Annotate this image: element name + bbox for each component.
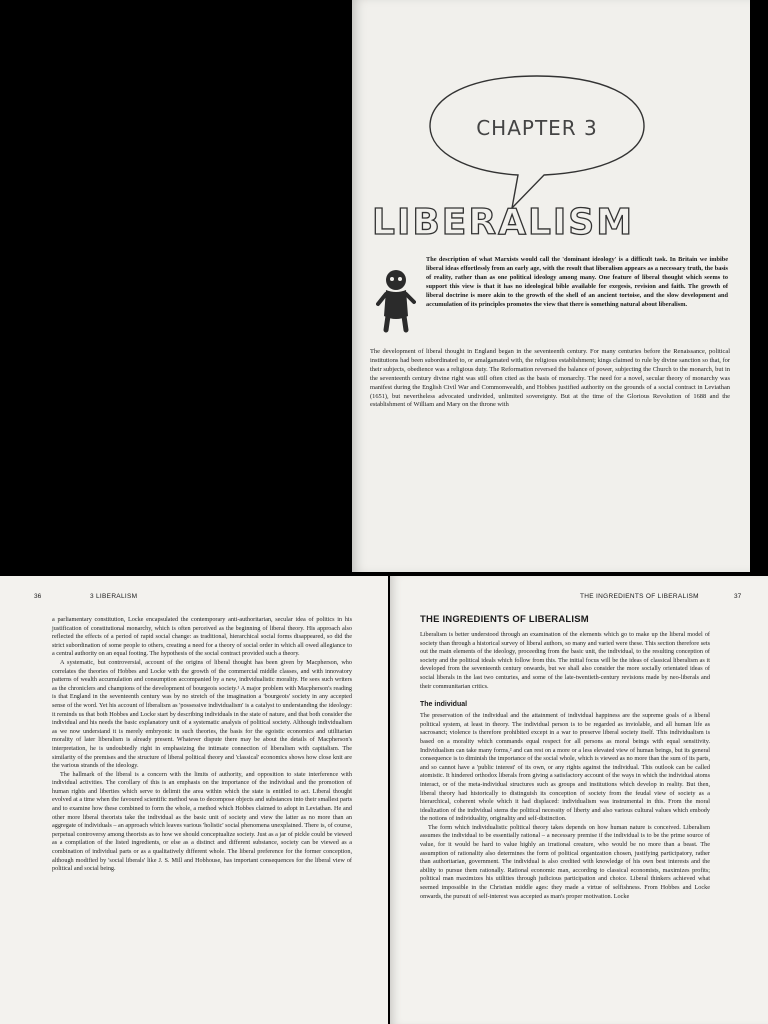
body-paragraph: The development of liberal thought in England began in the seventeenth century. For many centuries before the Renaissance, political institutions had been subordinated to, or amalgamated with, the religious establishment; kings claimed to rule by divine sanction so that, for their subjects, obedience was a religious duty. The Reformation reversed the balance of power, subjecting the Church to the monarch, but in the seventeenth century divine right was still often cited as the basis of monarchy. The need for a novel, secular theory of monarchy was manifest during the English Civil War and Commonwealth, and Hobbes justified authority on the grounds of a social contract in Leviathan (1651), but nevertheless advocated undivided, unlimited sovereignty. But at the time of the Glorious Revolution of 1688 and the establishment of William and Mary on the throne with — [370, 348, 730, 409]
subsection-heading: The individual — [420, 701, 468, 709]
mascot-icon — [376, 268, 416, 334]
chapter-label: CHAPTER 3 — [476, 116, 598, 140]
right-page — [390, 576, 768, 1024]
chapter-intro — [426, 256, 728, 309]
right-page-body — [420, 608, 710, 901]
paragraph: a parliamentary constitution, Locke encapsulated the contemporary anti-authoritarian, secular idea of politics in his justification of constitutional monarchy, which is often perceived as the beginning of liberal theory. His approach also reflected the effects of a period of rapid social change: as traditional, hierarchical social forms disappeared, so did the strict subordination of some people to others, creating a need for a theory of social order in which all owed allegiance to a central authority on an equal footing. The hypothesis of the social contract provided such a theory. — [52, 616, 352, 658]
paragraph: Liberalism is better understood through an examination of the elements which go to make up the liberal model of society than through a historical survey of liberal authors, so many and varied were these. This section therefore sets out the main elements of the ideology, proceeding from the basic unit, the individual, to the resulting conception of society and the political ideals which follow from this. The initial focus will be the ideas of classical liberalism as it developed from the seventeenth century onwards, but we shall also consider the more socially orientated ideas of social liberals in the last two centuries, and some of the late-twentieth-century revisions made by neo-liberals and their communitarian critics. — [420, 631, 710, 690]
page-number: 37 — [734, 593, 742, 600]
left-page-body — [52, 616, 352, 874]
left-page — [0, 576, 388, 1024]
intro-paragraph: The description of what Marxists would call the 'dominant ideology' is a difficult task. In Britain we imbibe liberal ideas effortlessly from an early age, with the result that liberalism appears as a necessary truth, the basis of reality, rather than as one political ideology among many. One feature of liberal thought which seems to support this view is that it has no ideological bible available for exegesis, revision and faith. The growth of liberal doctrine is more akin to the growth of the shell of an ancient tortoise, and the slow development and accumulation of its principles promotes the view that there is something natural about liberalism. — [426, 256, 728, 308]
speech-bubble-icon — [422, 68, 652, 218]
chapter-opening-page — [352, 0, 750, 572]
paragraph: The form which individualistic political theory takes depends on how human nature is conceived. Liberalism assumes the individual to be essentially rational – a necessary premise if the individual is to be the prime source of value, for it would be hard to value highly an irrational creature, who would be no more than a beast. The assumption of rationality also determines the form of political organization chosen, justifying participatory, rather than authoritarian, government. The individual is also credited with knowledge of his own best interests and the ability to pursue them rationally. Rational economic man, according to classical economists, maximizes profits; political man maximizes his utilities through judicious participation and choice. Liberal thinkers achieved what seemed impossible in the Christian middle ages: they made a virtue of selfishness. From Hobbes and Locke onwards, the pursuit of self-interest was accepted as man's proper motivation. Locke — [420, 823, 710, 900]
running-head: THE INGREDIENTS OF LIBERALISM — [580, 593, 699, 600]
chapter-title: LIBERALISM — [372, 202, 635, 243]
page-number: 36 — [34, 593, 42, 600]
speech-bubble — [422, 68, 652, 218]
section-heading: THE INGREDIENTS OF LIBERALISM — [420, 614, 589, 625]
chapter-body-text — [370, 348, 730, 410]
running-head: 3 LIBERALISM — [90, 593, 138, 600]
paragraph: A systematic, but controversial, account of the origins of liberal thought has been given by Macpherson, who correlates the theories of Hobbes and Locke with the growth of the commercial middle classes, and with innovatory patterns of wealth accumulation and consumption accompanied by a new, individualistic morality. He sees such writers as the chroniclers and champions of the development of bourgeois society.¹ A major problem with Macpherson's reading is that England in the seventeenth century was by no stretch of the imagination a 'bourgeois' society in any accepted sense of the word. Yet his account of liberalism as 'possessive individualism' is a catalyst to understanding the ideology: it reminds us that both Hobbes and Locke start by describing individuals in the state of nature, and that both consider the individual and his needs the basic explanatory unit of a systematic analysis of political society. Although individualism as we now understand it is merely embryonic in such theories, the basis for the egoistic economics and utilitarian morality of later liberalism is already present. Whatever dispute there may be about the details of Macpherson's interpretation, he is undoubtedly right in emphasizing the intimate connection of liberalism with capitalism. The similarity of the premises and the structure of liberal political theory and 'classical' economics shows how close knit are the various strands of the ideology. — [52, 658, 352, 770]
paragraph: The hallmark of the liberal is a concern with the limits of authority, and opposition to state interference with individual activities. The corollary of this is an emphasis on the importance of the individual and the promotion of human rights and liberties which serve to delimit the area within which the state is entitled to act. Liberal thought evolved at a time when the favoured scientific method was to decompose objects and substances into their smallest parts and to examine how these combined to form the whole, a method which Hobbes claimed to adopt in Leviathan. He and other more liberal theorists take the individual as the basic unit of society and view the latter as no more than an aggregate of individuals – an approach which leaves various 'holistic' social phenomena unexplained. There is, of course, perpetual controversy among theorists as to how we should conceptualize society. Just as a jar of pickle could be viewed as a compilation of the listed ingredients, or else as a distinct and different substance, society can be viewed as a combination of individual parts or as a qualitatively different whole. The liberal preference for the former conception, although modified by 'social liberals' like J. S. Mill and Hobhouse, has important consequences for the liberal view of political and social being. — [52, 770, 352, 873]
paragraph: The preservation of the individual and the attainment of individual happiness are the supreme goals of a liberal political system, at least in theory. The individual person is to be regarded as inviolable, and all human life as sacrosanct; violence is therefore prohibited except in a war to preserve liberal society itself. This individualism is based on a morality which commands equal respect for all persons as moral beings with equal sensitivity. Individualism can take many forms,² and can rest on a more or a less elevated view of human beings, but its general consequence is to diminish the importance of the social whole, which is viewed as no more than the sum of its parts, and so cannot have a 'public interest' of its own, or any rights against the individual. This outlook can be called atomistic. It hindered orthodox liberals from giving a satisfactory account of the ways in which the individual atoms interact, or of the meta-individual structures such as groups and institutions which develop in reality. But then, liberal theory had historically to distinguish its conception of society from the feudal view of society as a hierarchical, coherent whole which it had displaced: individualism was instrumental in this. From the moral idealization of the individual stems the political necessity of liberty and also various cultural values which embody the notions of individuality, originality and self-distinction. — [420, 712, 710, 823]
